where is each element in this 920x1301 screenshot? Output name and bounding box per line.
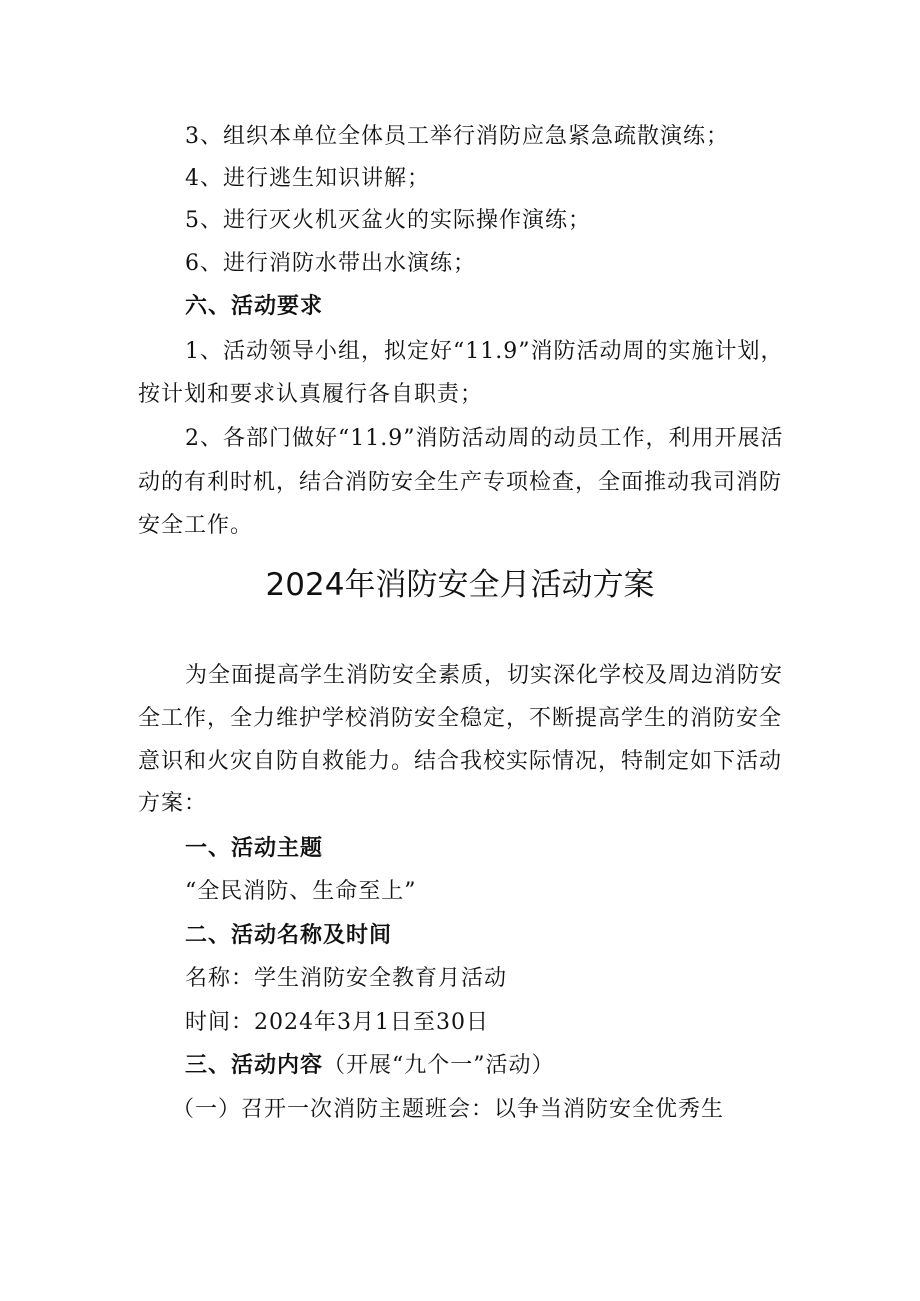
section-heading-theme: 一、活动主题 xyxy=(185,836,324,861)
paragraph-line: 全工作，全力维护学校消防安全稳定，不断提高学生的消防安全 xyxy=(138,706,783,731)
content-item: （一）召开一次消防主题班会：以争当消防安全优秀生 xyxy=(172,1097,725,1122)
paragraph-line: 方案： xyxy=(138,791,208,816)
paragraph-line: 安全工作。 xyxy=(138,513,254,538)
section-heading-content-row xyxy=(185,1051,555,1081)
section-heading-content: 三、活动内容 xyxy=(185,1053,324,1078)
document-title: 2024年消防安全月活动方案 xyxy=(265,567,655,603)
paragraph-line: 按计划和要求认真履行各自职责； xyxy=(138,382,484,407)
list-item: 6、进行消防水带出水演练； xyxy=(185,251,476,276)
list-item: 4、进行逃生知识讲解； xyxy=(185,166,430,191)
paragraph-line: 意识和火灾自防自救能力。结合我校实际情况，特制定如下活动 xyxy=(138,749,783,774)
paragraph-line: 为全面提高学生消防安全素质，切实深化学校及周边消防安 xyxy=(185,663,784,688)
paragraph-line: 动的有利时机，结合消防安全生产专项检查，全面推动我司消防 xyxy=(138,470,783,495)
section-heading-note: （开展“九个一”活动） xyxy=(323,1053,555,1078)
activity-time: 时间：2024年3月1日至30日 xyxy=(185,1010,489,1035)
list-item: 3、组织本单位全体员工举行消防应急紧急疏散演练； xyxy=(185,124,729,149)
section-heading-name-time: 二、活动名称及时间 xyxy=(185,923,393,948)
activity-name: 名称：学生消防安全教育月活动 xyxy=(185,966,508,991)
section-heading-requirements: 六、活动要求 xyxy=(185,294,324,319)
theme-text: “全民消防、生命至上” xyxy=(185,879,417,904)
list-item: 5、进行灭火机灭盆火的实际操作演练； xyxy=(185,208,591,233)
paragraph-line: 2、各部门做好“11.9”消防活动周的动员工作，利用开展活 xyxy=(185,426,784,451)
paragraph-line: 1、活动领导小组，拟定好“11.9”消防活动周的实施计划， xyxy=(185,339,784,364)
